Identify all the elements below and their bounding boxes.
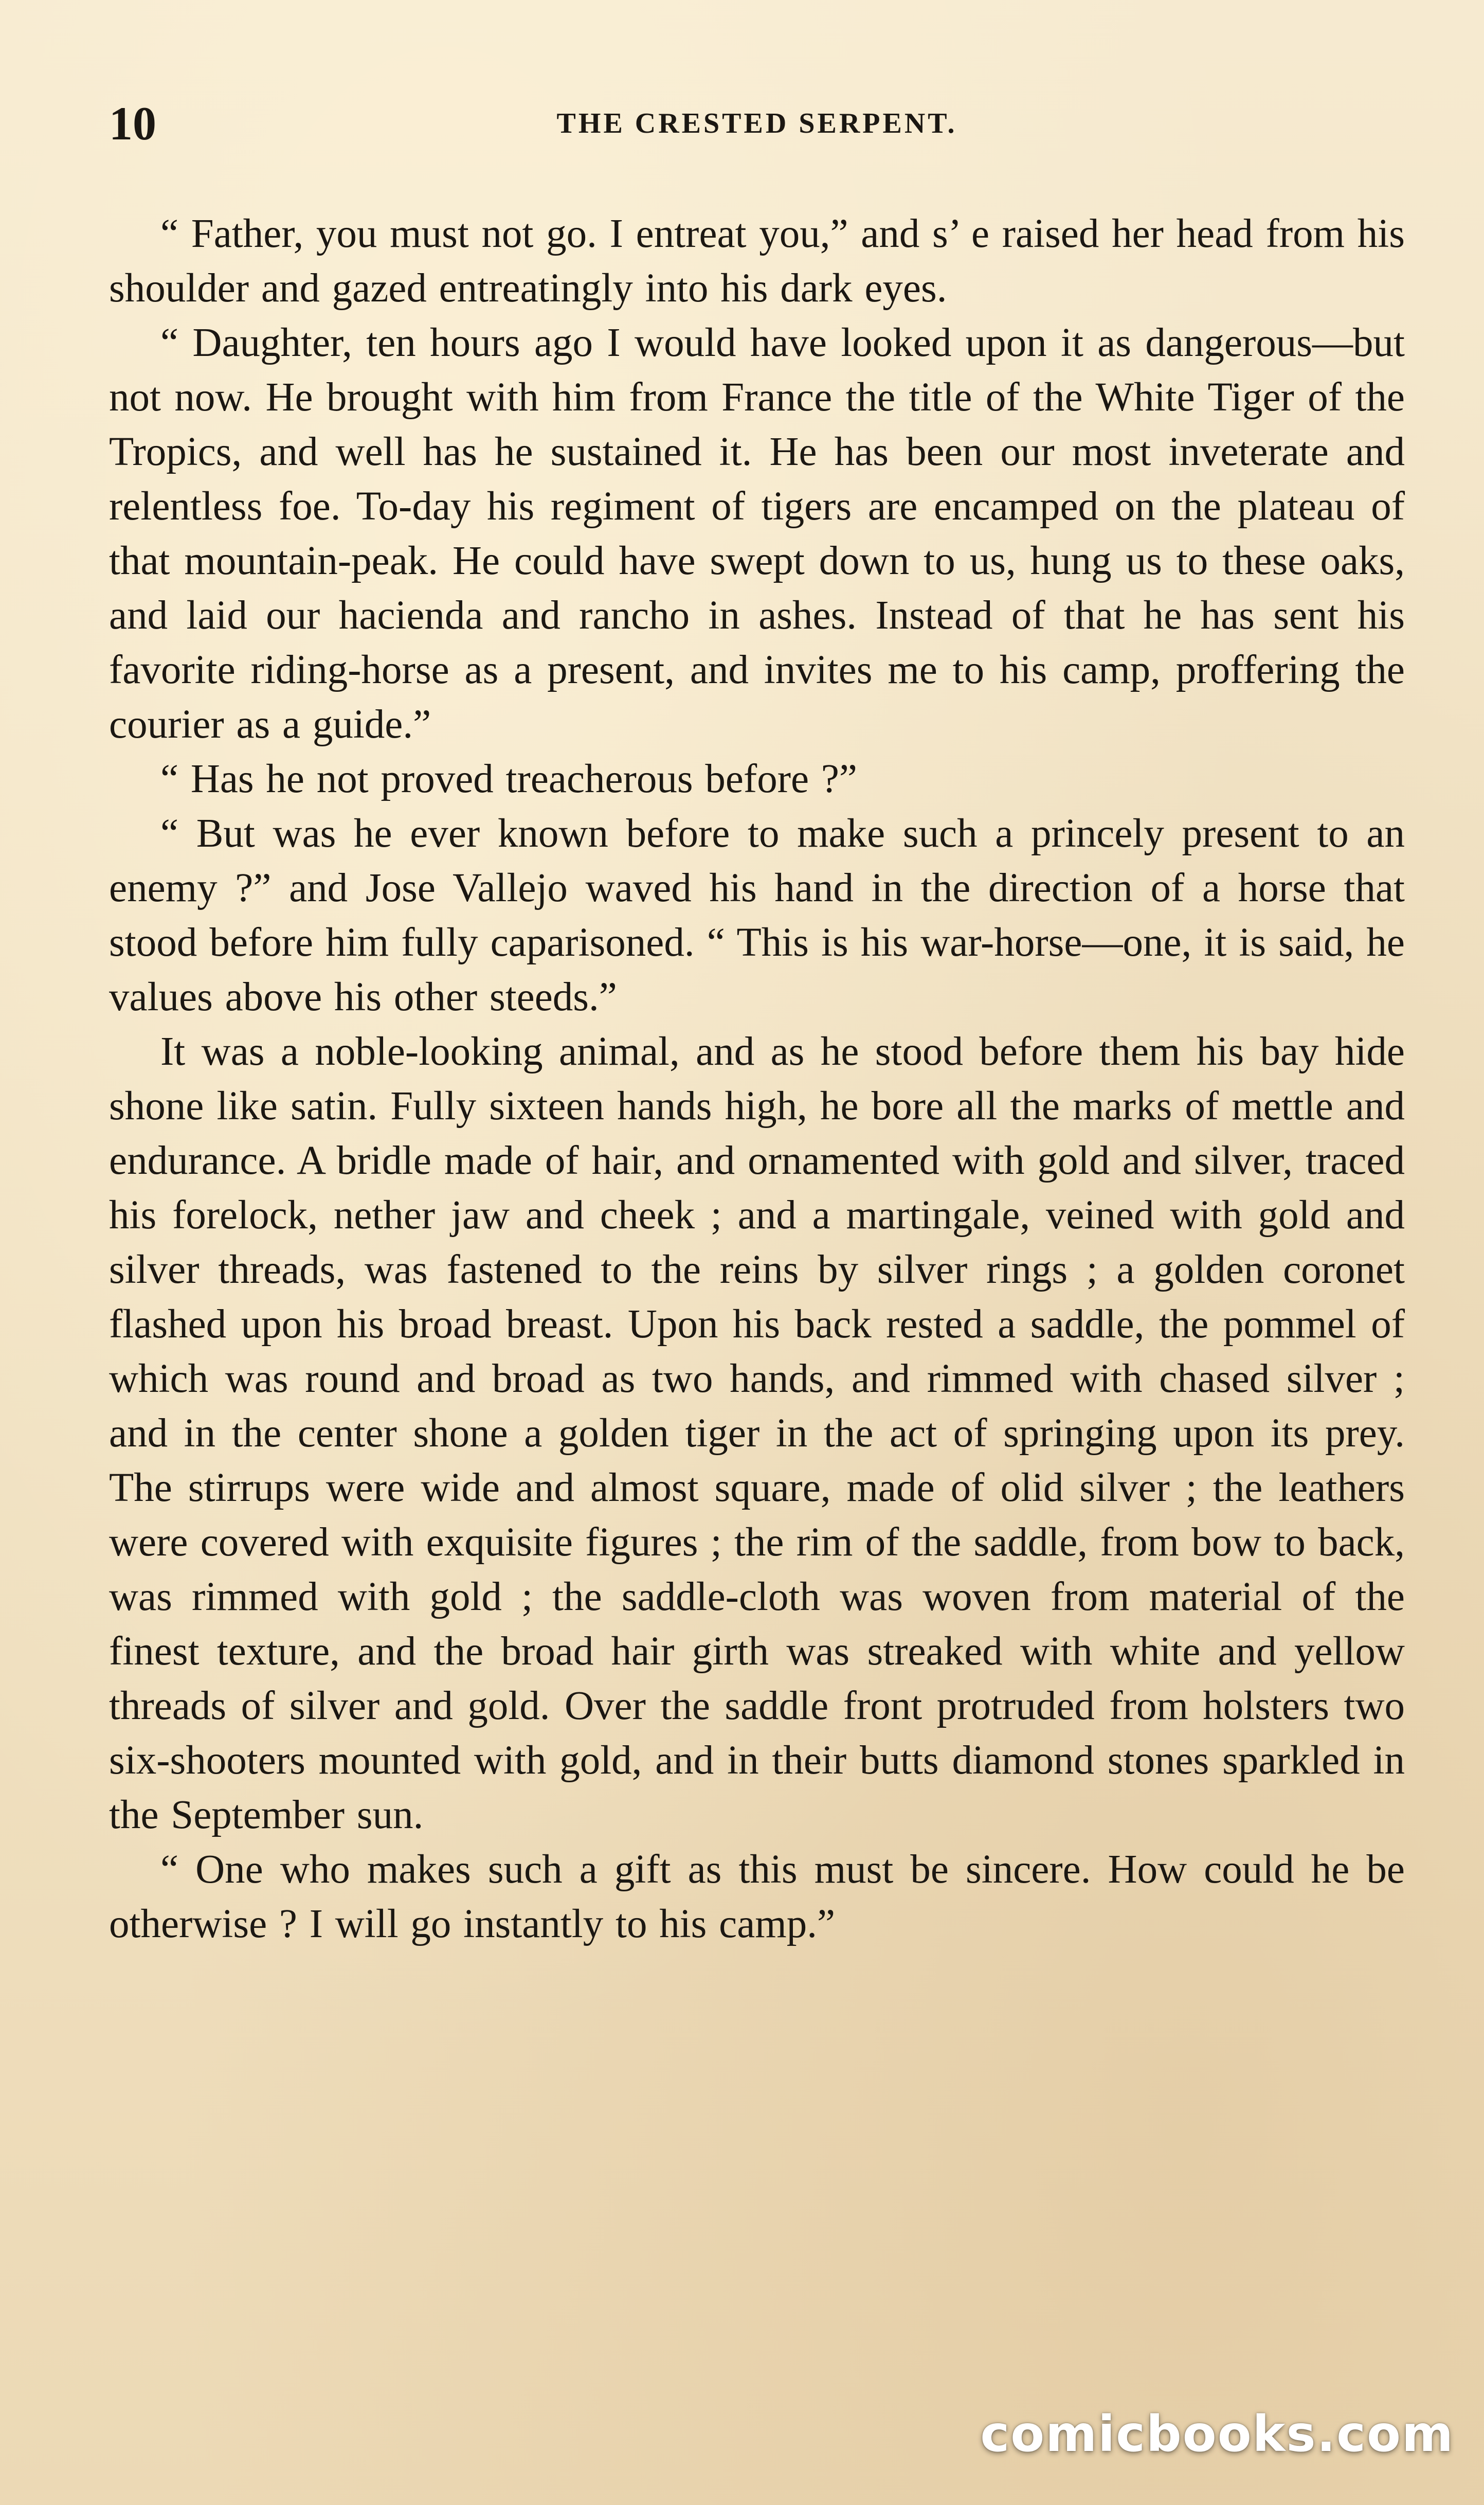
body-text xyxy=(109,207,1405,1952)
watermark: comicbooks.com xyxy=(980,2405,1454,2463)
paragraph: It was a noble-looking animal, and as he stood before them his bay hide shone like satin. Fully sixteen hands high, he bore all the marks of mettle and endurance. A bridle made of hair, and ornamented with gold and silver, traced his forelock, nether jaw and cheek ; and a martingale, veined with gold and silver threads, was fastened to the reins by silver rings ; a golden coronet flashed upon his broad breast. Upon his back rested a saddle, the pommel of which was round and broad as two hands, and rimmed with chased silver ; and in the center shone a golden tiger in the act of springing upon its prey. The stirrups were wide and almost square, made of olid silver ; the leathers were covered with exquisite figures ; the rim of the saddle, from bow to back, was rimmed with gold ; the saddle-cloth was woven from material of the finest texture, and the broad hair girth was streaked with white and yellow threads of silver and gold. Over the saddle front protruded from holsters two six-shooters mounted with gold, and in their butts diamond stones sparkled in the September sun. xyxy=(109,1029,1405,1837)
page-number: 10 xyxy=(109,97,156,150)
running-head: THE CRESTED SERPENT. xyxy=(556,108,957,139)
paragraph: “ Has he not proved treacherous before ?” xyxy=(160,757,857,801)
paragraph: “ Father, you must not go. I entreat you,” and s’ e raised her head from his shoulder and gazed entreatingly into his dark eyes. xyxy=(109,211,1405,311)
paragraph: “ One who makes such a gift as this must be sincere. How could he be otherwise ? I will go instantly to his camp.” xyxy=(109,1847,1405,1946)
page-header xyxy=(109,95,1405,152)
paragraph: “ But was he ever known before to make such a princely present to an enemy ?” and Jose Vallejo waved his hand in the direction of a horse that stood before him fully caparisoned. “ This is his war-horse—one, it is said, he values above his other steeds.” xyxy=(109,811,1405,1019)
paragraph: “ Daughter, ten hours ago I would have looked upon it as dangerous—but not now. He brought with him from France the title of the White Tiger of the Tropics, and well has he sustained it. He has been our most inveterate and relentless foe. To-day his regiment of tigers are encamped on the plateau of that mountain-peak. He could have swept down to us, hung us to these oaks, and laid our hacienda and rancho in ashes. Instead of that he has sent his favorite riding-horse as a present, and invites me to his camp, proffering the courier as a guide.” xyxy=(109,320,1405,747)
